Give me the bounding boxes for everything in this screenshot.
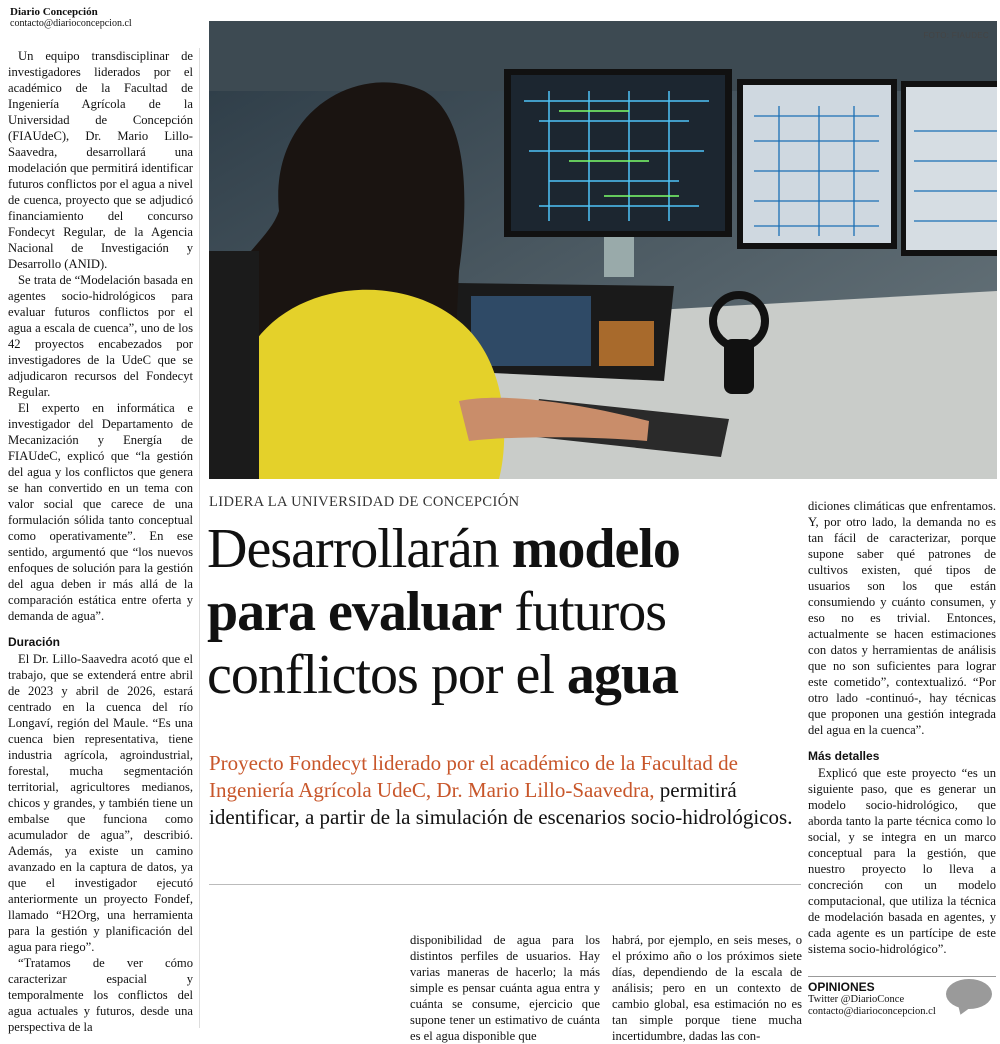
- monitor-right: [901, 81, 997, 256]
- monitor-center: [737, 79, 897, 249]
- article-column-right: [808, 498, 996, 976]
- control-room-illustration: [209, 21, 997, 479]
- body-paragraph: disponibilidad de agua para los distintos perfiles de usuarios. Hay varias maneras de hacerlo; la más simple es pensar cuánta agua entra y cuánta se consume, ejercicio que supone tener un estimativo de cuánta es el agua disponible que: [410, 933, 600, 1043]
- kicker: LIDERA LA UNIVERSIDAD DE CONCEPCIÓN: [209, 494, 520, 510]
- publication-email[interactable]: contacto@diarioconcepcion.cl: [10, 18, 132, 29]
- body-paragraph: “Tratamos de ver cómo caracterizar espacial y temporalmente los conflictos del agua actuales y futuros, desde una perspectiva de la: [8, 956, 193, 1034]
- deck-highlight: Proyecto Fondecyt liderado por el académico de la Facultad de Ingeniería Agrícola UdeC, Dr. Mario Lillo-Saavedra,: [209, 751, 738, 802]
- headline-part: conflictos por el: [207, 644, 567, 706]
- divider: [209, 884, 801, 885]
- opiniones-title: OPINIONES: [808, 980, 875, 994]
- opiniones-email[interactable]: contacto@diarioconcepcion.cl: [808, 1006, 936, 1017]
- article-column-bottom-1: [410, 932, 600, 1043]
- deck-summary: [209, 750, 799, 831]
- opiniones-box: [808, 976, 996, 1018]
- subheading-mas-detalles: Más detalles: [808, 749, 880, 763]
- headline-bold: para evaluar: [207, 581, 502, 643]
- headline-bold: agua: [566, 644, 679, 706]
- body-paragraph: El Dr. Lillo-Saavedra acotó que el trabajo, que se extenderá entre abril de 2023 y abril de 2026, estará centrado en la cuenca del río Longaví, región del Maule. “Es una cuenca bien representativa, tiene industria agrícola, agroindustrial, forestal, mucha segmentación territorial, agricultores medianos, chicos y grandes, y también tiene un embalse que funciona como acumulador de agua”, describió. Además, ya existe un camino avanzado en la captura de datos, ya que el investigador ejecutó anteriormente un proyecto Fondef, llamado “H2Org, una herramienta para la gestión y planificación del agua para riego”.: [8, 652, 193, 954]
- body-paragraph: Explicó que este proyecto “es un siguiente paso, que es generar un modelo socio-hidrológico, que aborda tanto la parte técnica como lo social, y se integra en un marco conceptual para la gestión, que nuestro proyecto lo lleva a concreción con un modelo computacional, que utiliza la técnica de modelación basada en agentes, y cada agente es un partícipe de este sistema socio-hidrológico”.: [808, 766, 996, 956]
- article-column-left: [8, 48, 200, 1034]
- speech-bubble-icon: [946, 979, 992, 1009]
- body-paragraph: Un equipo transdisciplinar de investigadores liderados por el académico de la Facultad de Ingeniería Agrícola de la Universidad de Concepción (FIAUdeC), Dr. Mario Lillo-Saavedra, desarrollará una modelación que permitirá identificar futuros conflictos por el agua a nivel de cuenca, proyecto que se adjudicó financiamiento del concurso Fondecyt Regular, de la Agencia Nacional de Investigación y Desarrollo (ANID).: [8, 49, 193, 271]
- publication-credit: [10, 6, 200, 30]
- headline: [207, 518, 807, 707]
- photo-credit: FOTO: FIAUDEC: [923, 31, 989, 40]
- headline-part: futuros: [501, 581, 667, 643]
- subheading-duracion: Duración: [8, 635, 61, 649]
- article-column-bottom-2: [612, 932, 802, 1043]
- opiniones-twitter[interactable]: Twitter @DiarioConce: [808, 994, 905, 1005]
- publication-name: Diario Concepción: [10, 6, 98, 18]
- headline-part: Desarrollarán: [207, 518, 512, 580]
- body-paragraph: El experto en informática e investigador del Departamento de Mecanización y Energía de FIAUdeC, explicó que “la gestión del agua y los conflictos que genera se han convertido en un tema con valor social que carece de una formulación sólida tanto conceptual como operativamente”. En ese sentido, argumentó que “los nuevos enfoques de solución para la gestión del agua deben ir más allá de la comparación estática entre oferta y demanda de agua”.: [8, 401, 193, 623]
- body-paragraph: Se trata de “Modelación basada en agentes socio-hidrológicos para evaluar futuros conflictos por el agua a escala de cuenca”, uno de los 42 proyectos encabezados por investigadores de la UdeC que se adjudicaron recursos del Fondecyt Regular.: [8, 273, 193, 399]
- article-photo: [209, 21, 997, 479]
- body-paragraph: diciones climáticas que enfrentamos. Y, por otro lado, la demanda no es tan fácil de caracterizar, porque supone saber qué patrones de cultivos existen, qué tipos de usuarios son los que están consumiendo y cuánto consumen, y eso no es trivial. Entonces, actualmente se hacen estimaciones con datos y herramientas de análisis que no son suficientes para lograr este cometido”, contextualizó. “Por otro lado -continuó-, hay técnicas que proponen una gestión integrada del agua en la cuenca”.: [808, 499, 996, 737]
- headline-bold: modelo: [511, 518, 680, 580]
- deck-text: permitirá identificar, a partir de la simulación de escenarios socio-hidrológicos.: [209, 778, 793, 829]
- body-paragraph: habrá, por ejemplo, en seis meses, o el próximo año o los próximos siete días, dependiendo de la escala de análisis; pero en un contexto de cambio global, esa estimación no es tan simple porque tiene mucha incertidumbre, dadas las con-: [612, 933, 802, 1043]
